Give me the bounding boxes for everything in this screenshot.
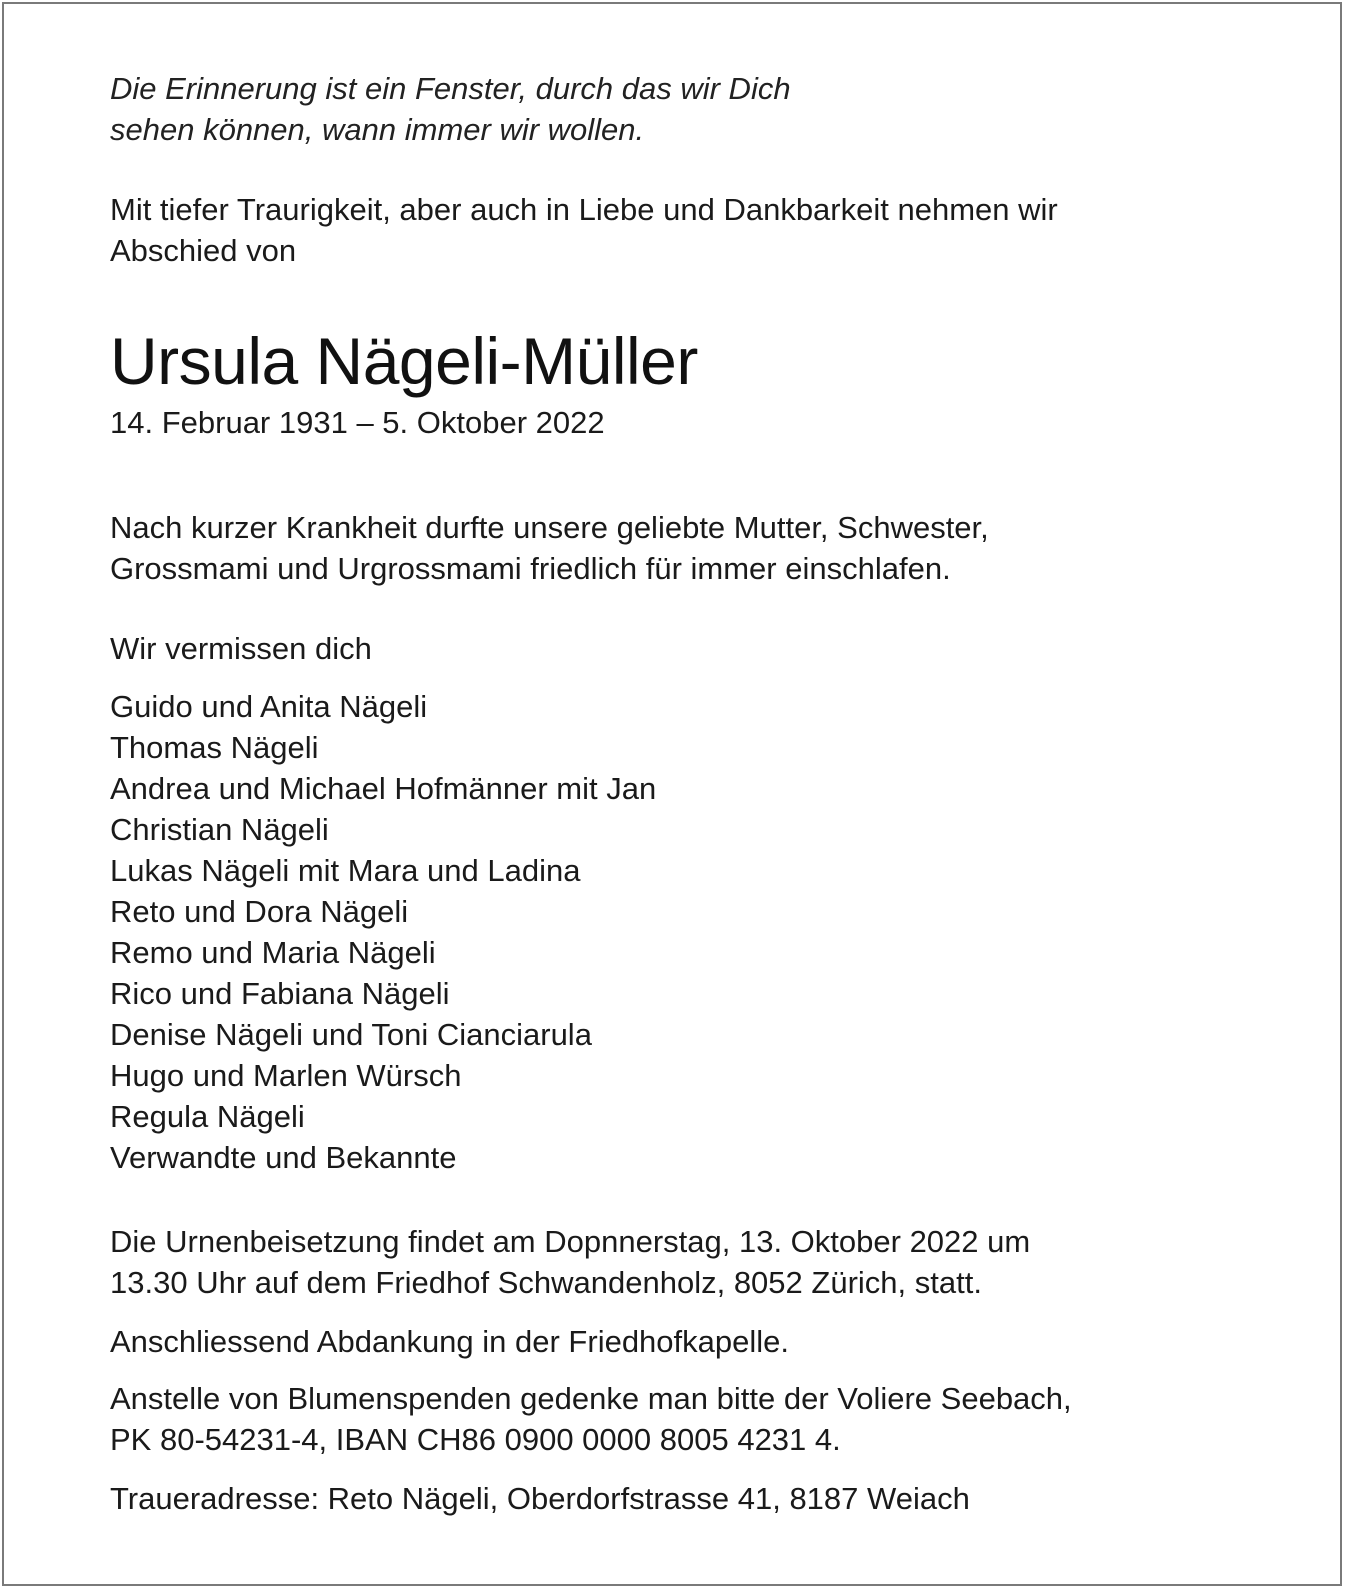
announcement-text xyxy=(110,507,1290,589)
donation-line-2: PK 80-54231-4, IBAN CH86 0900 0000 8005 4231 4. xyxy=(110,1422,841,1457)
donation-line-1: Anstelle von Blumenspenden gedenke man bitte der Voliere Seebach, xyxy=(110,1381,1072,1416)
life-dates: 14. Februar 1931 – 5. Oktober 2022 xyxy=(110,405,605,440)
motto-line-2: sehen können, wann immer wir wollen. xyxy=(110,112,645,147)
mourner-item: Andrea und Michael Hofmänner mit Jan xyxy=(110,771,657,806)
mourner-item: Lukas Nägeli mit Mara und Ladina xyxy=(110,853,581,888)
mourner-item: Reto und Dora Nägeli xyxy=(110,894,409,929)
intro-text xyxy=(110,189,1290,271)
obituary-card xyxy=(2,2,1342,1586)
ceremony-info: Anschliessend Abdankung in der Friedhofkapelle. xyxy=(110,1324,790,1359)
donation-info xyxy=(110,1378,1290,1460)
mourner-item: Verwandte und Bekannte xyxy=(110,1140,457,1175)
mourners-list xyxy=(110,686,1290,1178)
announcement-line-1: Nach kurzer Krankheit durfte unsere geliebte Mutter, Schwester, xyxy=(110,510,989,545)
motto-quote xyxy=(110,68,1290,150)
announcement-line-2: Grossmami und Urgrossmami friedlich für immer einschlafen. xyxy=(110,551,951,586)
mourning-address: Traueradresse: Reto Nägeli, Oberdorfstrasse 41, 8187 Weiach xyxy=(110,1481,970,1516)
mourner-item: Guido und Anita Nägeli xyxy=(110,689,428,724)
funeral-line-1: Die Urnenbeisetzung findet am Dopnnerstag, 13. Oktober 2022 um xyxy=(110,1224,1031,1259)
intro-line-2: Abschied von xyxy=(110,233,297,268)
motto-line-1: Die Erinnerung ist ein Fenster, durch das wir Dich xyxy=(110,71,791,106)
funeral-line-2: 13.30 Uhr auf dem Friedhof Schwandenholz, 8052 Zürich, statt. xyxy=(110,1265,982,1300)
deceased-name: Ursula Nägeli-Müller xyxy=(110,324,698,398)
funeral-info xyxy=(110,1221,1290,1303)
mourner-item: Denise Nägeli und Toni Cianciarula xyxy=(110,1017,592,1052)
mourner-item: Christian Nägeli xyxy=(110,812,329,847)
mourner-item: Hugo und Marlen Würsch xyxy=(110,1058,462,1093)
mourner-item: Thomas Nägeli xyxy=(110,730,319,765)
intro-line-1: Mit tiefer Traurigkeit, aber auch in Liebe und Dankbarkeit nehmen wir xyxy=(110,192,1058,227)
mourner-item: Regula Nägeli xyxy=(110,1099,305,1134)
miss-you-text: Wir vermissen dich xyxy=(110,631,372,666)
obituary-content xyxy=(110,68,1290,1519)
mourner-item: Remo und Maria Nägeli xyxy=(110,935,436,970)
mourner-item: Rico und Fabiana Nägeli xyxy=(110,976,450,1011)
